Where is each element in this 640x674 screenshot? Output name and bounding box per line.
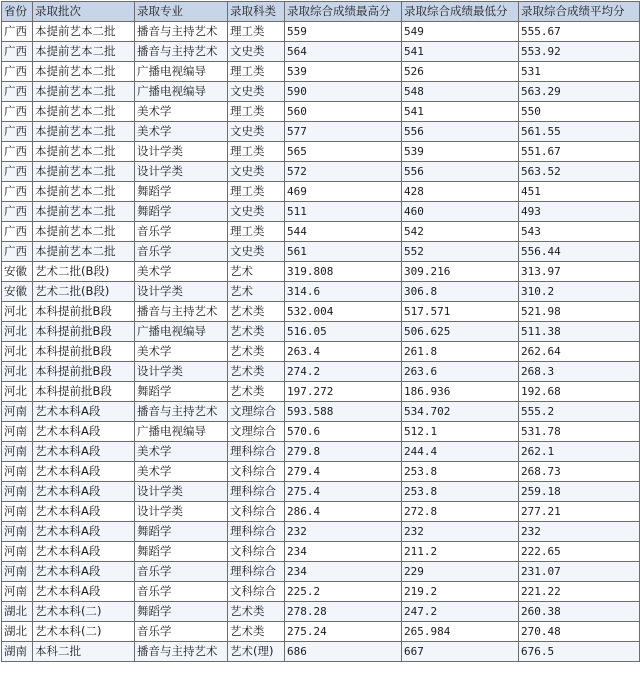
major-cell: 美术学	[135, 122, 228, 142]
table-row	[2, 602, 640, 622]
avg-score-cell: 268.3	[519, 362, 640, 382]
min-score-cell: 272.8	[402, 502, 519, 522]
table-row	[2, 242, 640, 262]
min-score-cell: 541	[402, 102, 519, 122]
header-province: 省份	[2, 2, 33, 22]
max-score-cell: 593.588	[285, 402, 402, 422]
max-score-cell: 469	[285, 182, 402, 202]
batch-cell: 艺术本科A段	[33, 422, 135, 442]
min-score-cell: 552	[402, 242, 519, 262]
category-cell: 艺术类	[228, 342, 285, 362]
province-cell: 河南	[2, 562, 33, 582]
province-cell: 广西	[2, 122, 33, 142]
province-cell: 广西	[2, 242, 33, 262]
avg-score-cell: 493	[519, 202, 640, 222]
major-cell: 美术学	[135, 462, 228, 482]
table-row	[2, 102, 640, 122]
table-row	[2, 302, 640, 322]
min-score-cell: 526	[402, 62, 519, 82]
major-cell: 设计学类	[135, 282, 228, 302]
min-score-cell: 506.625	[402, 322, 519, 342]
avg-score-cell: 270.48	[519, 622, 640, 642]
table-row	[2, 562, 640, 582]
province-cell: 河南	[2, 522, 33, 542]
table-row	[2, 122, 640, 142]
major-cell: 音乐学	[135, 242, 228, 262]
province-cell: 广西	[2, 202, 33, 222]
min-score-cell: 253.8	[402, 462, 519, 482]
table-row	[2, 202, 640, 222]
major-cell: 播音与主持艺术	[135, 642, 228, 662]
header-avg-score: 录取综合成绩平均分	[519, 2, 640, 22]
major-cell: 音乐学	[135, 622, 228, 642]
batch-cell: 艺术本科A段	[33, 562, 135, 582]
major-cell: 美术学	[135, 262, 228, 282]
header-major: 录取专业	[135, 2, 228, 22]
max-score-cell: 279.8	[285, 442, 402, 462]
province-cell: 广西	[2, 102, 33, 122]
major-cell: 广播电视编导	[135, 62, 228, 82]
batch-cell: 艺术二批(B段)	[33, 282, 135, 302]
table-row	[2, 622, 640, 642]
category-cell: 文科综合	[228, 462, 285, 482]
max-score-cell: 225.2	[285, 582, 402, 602]
province-cell: 河北	[2, 302, 33, 322]
batch-cell: 本科提前批B段	[33, 382, 135, 402]
category-cell: 艺术	[228, 262, 285, 282]
province-cell: 河南	[2, 542, 33, 562]
avg-score-cell: 262.64	[519, 342, 640, 362]
table-row	[2, 382, 640, 402]
table-row	[2, 342, 640, 362]
max-score-cell: 560	[285, 102, 402, 122]
min-score-cell: 261.8	[402, 342, 519, 362]
admission-scores-table	[1, 1, 640, 662]
major-cell: 广播电视编导	[135, 322, 228, 342]
min-score-cell: 556	[402, 162, 519, 182]
table-row	[2, 462, 640, 482]
min-score-cell: 211.2	[402, 542, 519, 562]
major-cell: 美术学	[135, 342, 228, 362]
major-cell: 美术学	[135, 442, 228, 462]
header-category: 录取科类	[228, 2, 285, 22]
major-cell: 播音与主持艺术	[135, 302, 228, 322]
category-cell: 理工类	[228, 222, 285, 242]
major-cell: 设计学类	[135, 142, 228, 162]
min-score-cell: 460	[402, 202, 519, 222]
category-cell: 文科综合	[228, 582, 285, 602]
avg-score-cell: 231.07	[519, 562, 640, 582]
min-score-cell: 306.8	[402, 282, 519, 302]
table-row	[2, 402, 640, 422]
province-cell: 河北	[2, 322, 33, 342]
category-cell: 文史类	[228, 122, 285, 142]
major-cell: 播音与主持艺术	[135, 402, 228, 422]
max-score-cell: 275.24	[285, 622, 402, 642]
max-score-cell: 561	[285, 242, 402, 262]
min-score-cell: 667	[402, 642, 519, 662]
max-score-cell: 516.05	[285, 322, 402, 342]
batch-cell: 本提前艺本二批	[33, 142, 135, 162]
batch-cell: 本科提前批B段	[33, 342, 135, 362]
category-cell: 艺术类	[228, 362, 285, 382]
max-score-cell: 686	[285, 642, 402, 662]
major-cell: 舞蹈学	[135, 522, 228, 542]
avg-score-cell: 232	[519, 522, 640, 542]
batch-cell: 本科二批	[33, 642, 135, 662]
province-cell: 广西	[2, 22, 33, 42]
min-score-cell: 549	[402, 22, 519, 42]
max-score-cell: 274.2	[285, 362, 402, 382]
table-row	[2, 222, 640, 242]
province-cell: 广西	[2, 82, 33, 102]
min-score-cell: 542	[402, 222, 519, 242]
min-score-cell: 253.8	[402, 482, 519, 502]
province-cell: 河南	[2, 402, 33, 422]
major-cell: 设计学类	[135, 502, 228, 522]
avg-score-cell: 563.52	[519, 162, 640, 182]
major-cell: 美术学	[135, 102, 228, 122]
avg-score-cell: 277.21	[519, 502, 640, 522]
batch-cell: 本提前艺本二批	[33, 102, 135, 122]
table-row	[2, 82, 640, 102]
batch-cell: 本提前艺本二批	[33, 242, 135, 262]
category-cell: 文史类	[228, 242, 285, 262]
max-score-cell: 234	[285, 562, 402, 582]
min-score-cell: 548	[402, 82, 519, 102]
category-cell: 理科综合	[228, 562, 285, 582]
table-row	[2, 322, 640, 342]
major-cell: 音乐学	[135, 222, 228, 242]
province-cell: 河北	[2, 362, 33, 382]
table-row	[2, 522, 640, 542]
max-score-cell: 590	[285, 82, 402, 102]
category-cell: 文科综合	[228, 502, 285, 522]
batch-cell: 本科提前批B段	[33, 362, 135, 382]
batch-cell: 本科提前批B段	[33, 302, 135, 322]
avg-score-cell: 543	[519, 222, 640, 242]
avg-score-cell: 531	[519, 62, 640, 82]
major-cell: 音乐学	[135, 562, 228, 582]
max-score-cell: 314.6	[285, 282, 402, 302]
batch-cell: 本提前艺本二批	[33, 62, 135, 82]
category-cell: 理工类	[228, 142, 285, 162]
min-score-cell: 219.2	[402, 582, 519, 602]
avg-score-cell: 676.5	[519, 642, 640, 662]
province-cell: 广西	[2, 62, 33, 82]
batch-cell: 本提前艺本二批	[33, 42, 135, 62]
category-cell: 艺术类	[228, 322, 285, 342]
category-cell: 文史类	[228, 42, 285, 62]
major-cell: 播音与主持艺术	[135, 22, 228, 42]
batch-cell: 本提前艺本二批	[33, 122, 135, 142]
major-cell: 广播电视编导	[135, 422, 228, 442]
category-cell: 文理综合	[228, 422, 285, 442]
max-score-cell: 234	[285, 542, 402, 562]
max-score-cell: 286.4	[285, 502, 402, 522]
category-cell: 理科综合	[228, 442, 285, 462]
min-score-cell: 232	[402, 522, 519, 542]
category-cell: 文史类	[228, 82, 285, 102]
max-score-cell: 544	[285, 222, 402, 242]
category-cell: 理科综合	[228, 522, 285, 542]
min-score-cell: 541	[402, 42, 519, 62]
max-score-cell: 559	[285, 22, 402, 42]
avg-score-cell: 563.29	[519, 82, 640, 102]
max-score-cell: 570.6	[285, 422, 402, 442]
batch-cell: 艺术本科A段	[33, 462, 135, 482]
major-cell: 舞蹈学	[135, 542, 228, 562]
avg-score-cell: 192.68	[519, 382, 640, 402]
province-cell: 广西	[2, 162, 33, 182]
batch-cell: 艺术二批(B段)	[33, 262, 135, 282]
avg-score-cell: 221.22	[519, 582, 640, 602]
province-cell: 河南	[2, 442, 33, 462]
category-cell: 艺术类	[228, 302, 285, 322]
max-score-cell: 564	[285, 42, 402, 62]
category-cell: 文史类	[228, 162, 285, 182]
province-cell: 安徽	[2, 262, 33, 282]
avg-score-cell: 555.67	[519, 22, 640, 42]
major-cell: 舞蹈学	[135, 182, 228, 202]
min-score-cell: 186.936	[402, 382, 519, 402]
table-row	[2, 22, 640, 42]
max-score-cell: 532.004	[285, 302, 402, 322]
avg-score-cell: 555.2	[519, 402, 640, 422]
major-cell: 设计学类	[135, 482, 228, 502]
table-row	[2, 482, 640, 502]
category-cell: 文科综合	[228, 542, 285, 562]
category-cell: 艺术(理)	[228, 642, 285, 662]
header-row	[2, 2, 640, 22]
max-score-cell: 511	[285, 202, 402, 222]
min-score-cell: 512.1	[402, 422, 519, 442]
min-score-cell: 428	[402, 182, 519, 202]
category-cell: 理工类	[228, 62, 285, 82]
avg-score-cell: 260.38	[519, 602, 640, 622]
table-row	[2, 162, 640, 182]
province-cell: 广西	[2, 182, 33, 202]
category-cell: 理科综合	[228, 482, 285, 502]
major-cell: 舞蹈学	[135, 382, 228, 402]
province-cell: 河南	[2, 502, 33, 522]
avg-score-cell: 551.67	[519, 142, 640, 162]
min-score-cell: 534.702	[402, 402, 519, 422]
batch-cell: 艺术本科A段	[33, 522, 135, 542]
batch-cell: 艺术本科(二)	[33, 602, 135, 622]
max-score-cell: 572	[285, 162, 402, 182]
province-cell: 湖北	[2, 622, 33, 642]
batch-cell: 艺术本科(二)	[33, 622, 135, 642]
avg-score-cell: 262.1	[519, 442, 640, 462]
table-row	[2, 142, 640, 162]
province-cell: 湖北	[2, 602, 33, 622]
avg-score-cell: 521.98	[519, 302, 640, 322]
min-score-cell: 556	[402, 122, 519, 142]
major-cell: 音乐学	[135, 582, 228, 602]
category-cell: 文史类	[228, 202, 285, 222]
category-cell: 文理综合	[228, 402, 285, 422]
category-cell: 艺术类	[228, 382, 285, 402]
province-cell: 广西	[2, 222, 33, 242]
min-score-cell: 244.4	[402, 442, 519, 462]
table-row	[2, 182, 640, 202]
batch-cell: 本科提前批B段	[33, 322, 135, 342]
province-cell: 广西	[2, 142, 33, 162]
batch-cell: 本提前艺本二批	[33, 162, 135, 182]
major-cell: 舞蹈学	[135, 602, 228, 622]
min-score-cell: 517.571	[402, 302, 519, 322]
max-score-cell: 565	[285, 142, 402, 162]
batch-cell: 艺术本科A段	[33, 502, 135, 522]
avg-score-cell: 310.2	[519, 282, 640, 302]
province-cell: 河南	[2, 422, 33, 442]
province-cell: 安徽	[2, 282, 33, 302]
category-cell: 理工类	[228, 102, 285, 122]
category-cell: 艺术类	[228, 602, 285, 622]
avg-score-cell: 556.44	[519, 242, 640, 262]
province-cell: 湖南	[2, 642, 33, 662]
min-score-cell: 309.216	[402, 262, 519, 282]
avg-score-cell: 553.92	[519, 42, 640, 62]
batch-cell: 本提前艺本二批	[33, 82, 135, 102]
province-cell: 河北	[2, 382, 33, 402]
max-score-cell: 539	[285, 62, 402, 82]
header-max-score: 录取综合成绩最高分	[285, 2, 402, 22]
major-cell: 广播电视编导	[135, 82, 228, 102]
max-score-cell: 232	[285, 522, 402, 542]
min-score-cell: 263.6	[402, 362, 519, 382]
avg-score-cell: 531.78	[519, 422, 640, 442]
table-row	[2, 42, 640, 62]
table-row	[2, 442, 640, 462]
avg-score-cell: 313.97	[519, 262, 640, 282]
province-cell: 广西	[2, 42, 33, 62]
table-row	[2, 262, 640, 282]
min-score-cell: 265.984	[402, 622, 519, 642]
avg-score-cell: 550	[519, 102, 640, 122]
table-row	[2, 642, 640, 662]
avg-score-cell: 259.18	[519, 482, 640, 502]
table-body	[2, 22, 640, 662]
category-cell: 理工类	[228, 22, 285, 42]
table-row	[2, 62, 640, 82]
category-cell: 艺术	[228, 282, 285, 302]
max-score-cell: 278.28	[285, 602, 402, 622]
major-cell: 播音与主持艺术	[135, 42, 228, 62]
avg-score-cell: 561.55	[519, 122, 640, 142]
batch-cell: 艺术本科A段	[33, 442, 135, 462]
province-cell: 河南	[2, 482, 33, 502]
table-row	[2, 582, 640, 602]
province-cell: 河南	[2, 582, 33, 602]
batch-cell: 艺术本科A段	[33, 582, 135, 602]
category-cell: 艺术类	[228, 622, 285, 642]
header-batch: 录取批次	[33, 2, 135, 22]
category-cell: 理工类	[228, 182, 285, 202]
province-cell: 河北	[2, 342, 33, 362]
min-score-cell: 229	[402, 562, 519, 582]
batch-cell: 艺术本科A段	[33, 482, 135, 502]
min-score-cell: 247.2	[402, 602, 519, 622]
avg-score-cell: 268.73	[519, 462, 640, 482]
table-row	[2, 422, 640, 442]
batch-cell: 艺术本科A段	[33, 402, 135, 422]
max-score-cell: 197.272	[285, 382, 402, 402]
batch-cell: 本提前艺本二批	[33, 182, 135, 202]
max-score-cell: 275.4	[285, 482, 402, 502]
max-score-cell: 577	[285, 122, 402, 142]
avg-score-cell: 451	[519, 182, 640, 202]
max-score-cell: 263.4	[285, 342, 402, 362]
major-cell: 舞蹈学	[135, 202, 228, 222]
table-row	[2, 542, 640, 562]
avg-score-cell: 511.38	[519, 322, 640, 342]
province-cell: 河南	[2, 462, 33, 482]
avg-score-cell: 222.65	[519, 542, 640, 562]
major-cell: 设计学类	[135, 162, 228, 182]
table-row	[2, 282, 640, 302]
min-score-cell: 539	[402, 142, 519, 162]
batch-cell: 艺术本科A段	[33, 542, 135, 562]
header-min-score: 录取综合成绩最低分	[402, 2, 519, 22]
max-score-cell: 279.4	[285, 462, 402, 482]
table-row	[2, 362, 640, 382]
max-score-cell: 319.808	[285, 262, 402, 282]
table-row	[2, 502, 640, 522]
batch-cell: 本提前艺本二批	[33, 202, 135, 222]
batch-cell: 本提前艺本二批	[33, 222, 135, 242]
batch-cell: 本提前艺本二批	[33, 22, 135, 42]
major-cell: 设计学类	[135, 362, 228, 382]
